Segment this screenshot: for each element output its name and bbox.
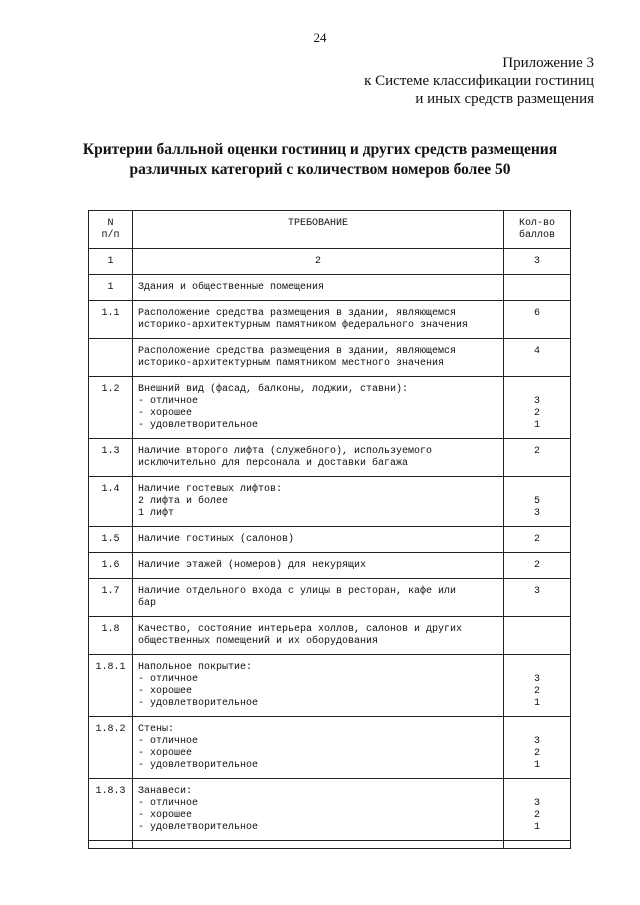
row-points: 6 [504,301,571,339]
document-title [0,140,640,180]
column-number-row [89,249,571,275]
row-number: 1.3 [89,439,133,477]
row-requirement: Внешний вид (фасад, балконы, лоджии, ставни): - отличное - хорошее - удовлетворительное [133,377,504,439]
row-number: 1.5 [89,527,133,553]
column-number-2: 2 [133,249,504,275]
row-number: 1.2 [89,377,133,439]
appendix-line-2: к Системе классификации гостиниц [364,73,594,89]
row-number: 1 [89,275,133,301]
row-points: 2 [504,439,571,477]
row-requirement: Качество, состояние интерьера холлов, салонов и других общественных помещений и их оборудования [133,617,504,655]
row-requirement: Расположение средства размещения в здании, являющемся историко-архитектурным памятником федерального значения [133,301,504,339]
table-row [89,579,571,617]
row-points: 3 2 1 [504,377,571,439]
row-number: 1.8.1 [89,655,133,717]
table-row [89,439,571,477]
row-requirement: Наличие отдельного входа с улицы в ресторан, кафе или бар [133,579,504,617]
row-points: 3 2 1 [504,717,571,779]
row-number: 1.7 [89,579,133,617]
title-line-2: различных категорий с количеством номеров более 50 [129,161,511,178]
title-line-1: Критерии балльной оценки гостиниц и других средств размещения [82,141,558,158]
table-row [89,477,571,527]
row-points: 5 3 [504,477,571,527]
table-row [89,717,571,779]
header-points: Кол-во баллов [504,211,571,249]
column-number-1: 1 [89,249,133,275]
table-row [89,275,571,301]
row-requirement: Наличие этажей (номеров) для некурящих [133,553,504,579]
row-requirement: Наличие гостевых лифтов: 2 лифта и более 1 лифт [133,477,504,527]
table-row [89,779,571,841]
row-number: 1.6 [89,553,133,579]
row-number: 1.8.2 [89,717,133,779]
row-number: 1.8 [89,617,133,655]
row-requirement: Напольное покрытие: - отличное - хорошее - удовлетворительное [133,655,504,717]
column-number-3: 3 [504,249,571,275]
table-row [89,377,571,439]
row-number [89,339,133,377]
row-points [504,275,571,301]
row-points: 2 [504,527,571,553]
appendix-caption [364,54,594,108]
table-row [89,655,571,717]
header-number: N п/п [89,211,133,249]
row-requirement: Наличие гостиных (салонов) [133,527,504,553]
row-requirement: Стены: - отличное - хорошее - удовлетворительное [133,717,504,779]
table-header-row [89,211,571,249]
row-points: 4 [504,339,571,377]
header-requirement: ТРЕБОВАНИЕ [133,211,504,249]
table-row [89,527,571,553]
table-row [89,339,571,377]
row-number: 1.4 [89,477,133,527]
appendix-line-1: Приложение 3 [502,55,594,71]
table-continuation [89,841,571,849]
row-points: 3 [504,579,571,617]
row-requirement: Здания и общественные помещения [133,275,504,301]
appendix-line-3: и иных средств размещения [415,91,594,107]
criteria-table [88,210,571,849]
row-points: 2 [504,553,571,579]
row-requirement: Наличие второго лифта (служебного), используемого исключительно для персонала и доставки багажа [133,439,504,477]
table-row [89,617,571,655]
row-number: 1.8.3 [89,779,133,841]
row-points [504,617,571,655]
row-requirement: Расположение средства размещения в здании, являющемся историко-архитектурным памятником местного значения [133,339,504,377]
page-number: 24 [313,30,327,45]
table-row [89,301,571,339]
row-requirement: Занавеси: - отличное - хорошее - удовлетворительное [133,779,504,841]
row-points: 3 2 1 [504,779,571,841]
row-number: 1.1 [89,301,133,339]
table-row [89,553,571,579]
row-points: 3 2 1 [504,655,571,717]
